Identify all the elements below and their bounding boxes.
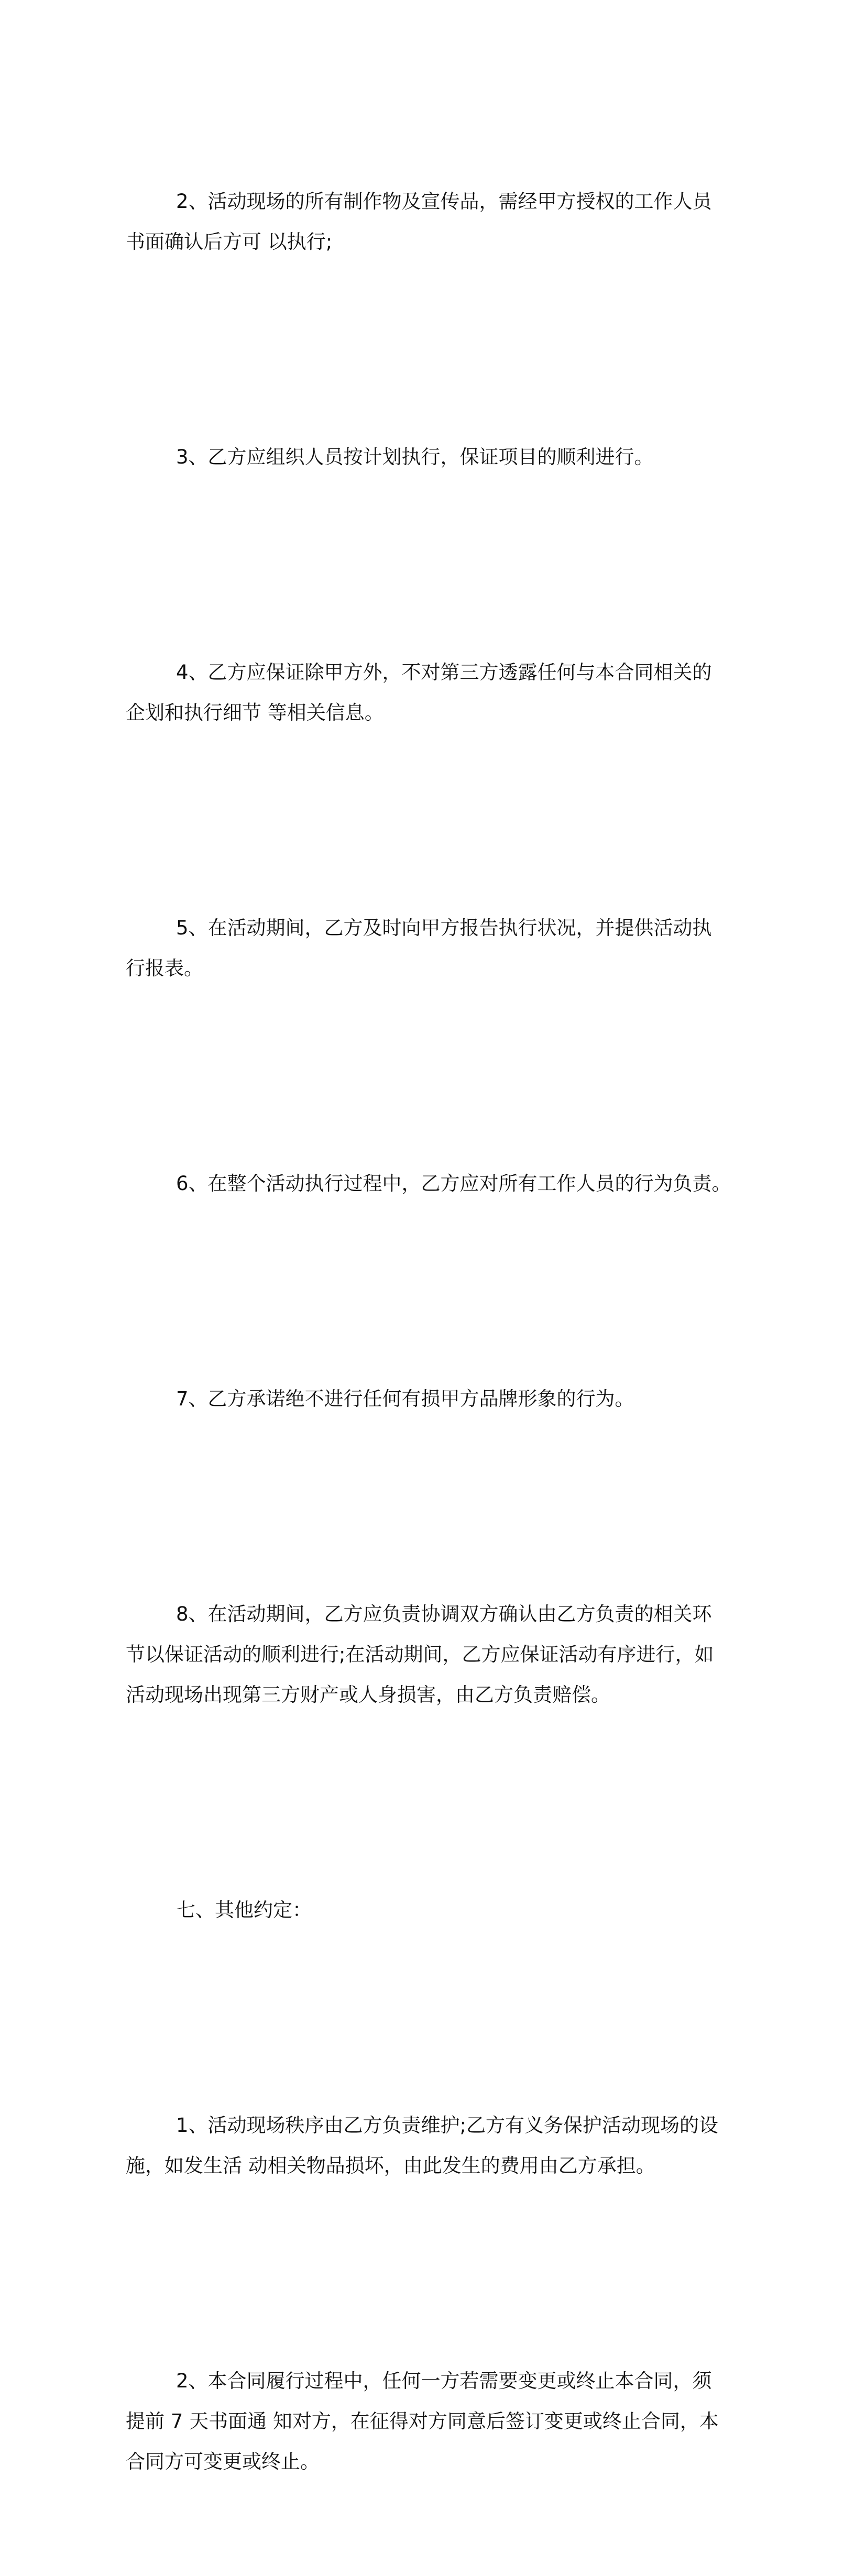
text-line: 七、其他约定： (176, 1899, 312, 1921)
text-line: 8、在活动期间，乙方应负责协调双方确认由乙方负责的相关环 (176, 1603, 712, 1625)
document-body (126, 101, 729, 2576)
text-line: 2、活动现场的所有制作物及宣传品，需经甲方授权的工作人员 (176, 190, 712, 213)
text-line: 节以保证活动的顺利进行;在活动期间，乙方应保证活动有序进行，如 (126, 1643, 714, 1666)
text-line: 行报表。 (126, 957, 203, 979)
text-line: 6、在整个活动执行过程中，乙方应对所有工作人员的行为负责。 (176, 1172, 731, 1195)
clause-paragraph (126, 571, 729, 813)
section-heading (126, 1809, 729, 2011)
clause-paragraph (126, 1083, 729, 1284)
clause-paragraph (126, 101, 729, 343)
text-line: 合同方可变更或终止。 (126, 2450, 320, 2473)
text-line: 书面确认后方可 以执行; (126, 230, 333, 253)
text-line: 4、乙方应保证除甲方外，不对第三方透露任何与本合同相关的 (176, 661, 712, 684)
clause-paragraph (126, 1298, 729, 1500)
clause-paragraph (126, 2280, 729, 2562)
text-line: 提前 7 天书面通 知对方，在征得对方同意后签订变更或终止合同，本 (126, 2410, 719, 2432)
clause-paragraph (126, 827, 729, 1069)
text-line: 施，如发生活 动相关物品损坏，由此发生的费用由乙方承担。 (126, 2154, 655, 2177)
text-line: 企划和执行细节 等相关信息。 (126, 701, 384, 724)
text-line: 活动现场出现第三方财产或人身损害，由乙方负责赔偿。 (126, 1683, 610, 1706)
clause-paragraph (126, 2024, 729, 2266)
text-line: 3、乙方应组织人员按计划执行，保证项目的顺利进行。 (176, 446, 654, 468)
text-line: 5、在活动期间，乙方及时向甲方报告执行状况，并提供活动执 (176, 917, 712, 939)
text-line: 2、本合同履行过程中，任何一方若需要变更或终止本合同，须 (176, 2370, 712, 2392)
text-line: 7、乙方承诺绝不进行任何有损甲方品牌形象的行为。 (176, 1388, 634, 1410)
clause-paragraph (126, 1513, 729, 1796)
text-line: 1、活动现场秩序由乙方负责维护;乙方有义务保护活动现场的设 (176, 2114, 719, 2137)
clause-paragraph (126, 356, 729, 558)
